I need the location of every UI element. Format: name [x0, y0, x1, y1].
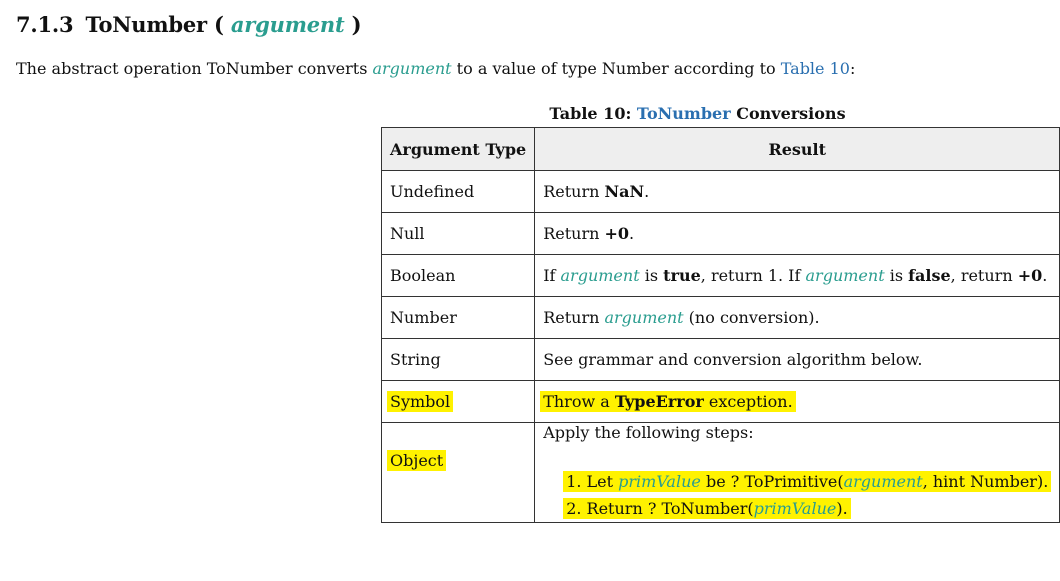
- heading-argument: argument: [230, 12, 345, 37]
- table-row: [382, 381, 1060, 423]
- step-item: [563, 468, 1051, 495]
- argument-var: argument: [604, 308, 684, 327]
- step-text: 2. Return ? ToNumber(: [566, 499, 754, 518]
- result-bold: TypeError: [614, 392, 704, 411]
- type-cell: String: [382, 339, 535, 381]
- close-paren: ): [351, 12, 362, 37]
- tonumber-link[interactable]: ToNumber: [636, 104, 731, 123]
- result-text: Throw a: [543, 392, 615, 411]
- table-row: [382, 213, 1060, 255]
- result-cell: [535, 423, 1060, 523]
- step-text: ).: [836, 499, 848, 518]
- steps-list: [543, 468, 1051, 522]
- highlighted-type: Object: [387, 450, 446, 471]
- highlighted-result: [540, 391, 795, 412]
- table-caption: [382, 104, 1013, 123]
- argument-var: argument: [805, 266, 885, 285]
- result-text: is: [639, 266, 664, 285]
- result-cell: [535, 339, 1060, 381]
- intro-text: The abstract operation ToNumber converts: [16, 59, 373, 78]
- open-paren: (: [214, 12, 224, 37]
- table-10-link[interactable]: Table 10: [780, 59, 850, 78]
- result-cell: [535, 381, 1060, 423]
- result-text: See grammar and conversion algorithm below.: [543, 350, 923, 369]
- step-item: [563, 495, 1051, 522]
- header-argument-type: Argument Type: [382, 128, 535, 171]
- result-text: .: [1042, 266, 1048, 285]
- result-text: If: [543, 266, 561, 285]
- step-text: , hint Number).: [922, 472, 1049, 491]
- primvalue-var: primValue: [753, 499, 837, 518]
- result-text: , return: [950, 266, 1018, 285]
- type-cell: [382, 423, 535, 523]
- caption-suffix: Conversions: [730, 104, 846, 123]
- result-text: is: [884, 266, 909, 285]
- primvalue-var: primValue: [618, 472, 701, 491]
- table-row: [382, 423, 1060, 523]
- highlighted-step: [563, 498, 850, 519]
- result-bold: true: [663, 266, 701, 285]
- result-bold: +0: [604, 224, 630, 243]
- section-name: ToNumber: [85, 12, 207, 37]
- result-text: Return: [543, 182, 605, 201]
- section-heading: [16, 12, 361, 37]
- result-bold: false: [908, 266, 951, 285]
- caption-prefix: Table 10:: [549, 104, 637, 123]
- highlighted-step: [563, 471, 1051, 492]
- result-text: , return 1. If: [700, 266, 806, 285]
- header-result: Result: [535, 128, 1060, 171]
- result-text: Return: [543, 224, 605, 243]
- type-cell: Null: [382, 213, 535, 255]
- table-header-row: [382, 128, 1060, 171]
- argument-var: argument: [560, 266, 640, 285]
- result-bold: +0: [1017, 266, 1043, 285]
- result-cell: [535, 171, 1060, 213]
- argument-var: argument: [843, 472, 923, 491]
- result-text: exception.: [703, 392, 793, 411]
- highlighted-type: Symbol: [387, 391, 453, 412]
- type-cell: Undefined: [382, 171, 535, 213]
- result-cell: [535, 255, 1060, 297]
- intro-text: :: [849, 59, 856, 78]
- step-text: 1. Let: [566, 472, 619, 491]
- table-row: [382, 339, 1060, 381]
- table-row: [382, 297, 1060, 339]
- result-text: .: [644, 182, 650, 201]
- step-text: be ? ToPrimitive(: [700, 472, 844, 491]
- table-row: [382, 171, 1060, 213]
- conversion-table: [381, 127, 1060, 523]
- result-text: Return: [543, 308, 605, 327]
- table-row: [382, 255, 1060, 297]
- result-cell: [535, 297, 1060, 339]
- result-text: (no conversion).: [683, 308, 820, 327]
- intro-text: to a value of type Number according to: [451, 59, 781, 78]
- type-cell: [382, 381, 535, 423]
- intro-paragraph: [16, 59, 855, 78]
- result-cell: [535, 213, 1060, 255]
- type-cell: Number: [382, 297, 535, 339]
- section-number: 7.1.3: [16, 12, 74, 37]
- steps-intro: Apply the following steps:: [543, 423, 754, 442]
- result-bold: NaN: [604, 182, 645, 201]
- type-cell: Boolean: [382, 255, 535, 297]
- result-text: .: [629, 224, 635, 243]
- intro-argument-var: argument: [372, 59, 452, 78]
